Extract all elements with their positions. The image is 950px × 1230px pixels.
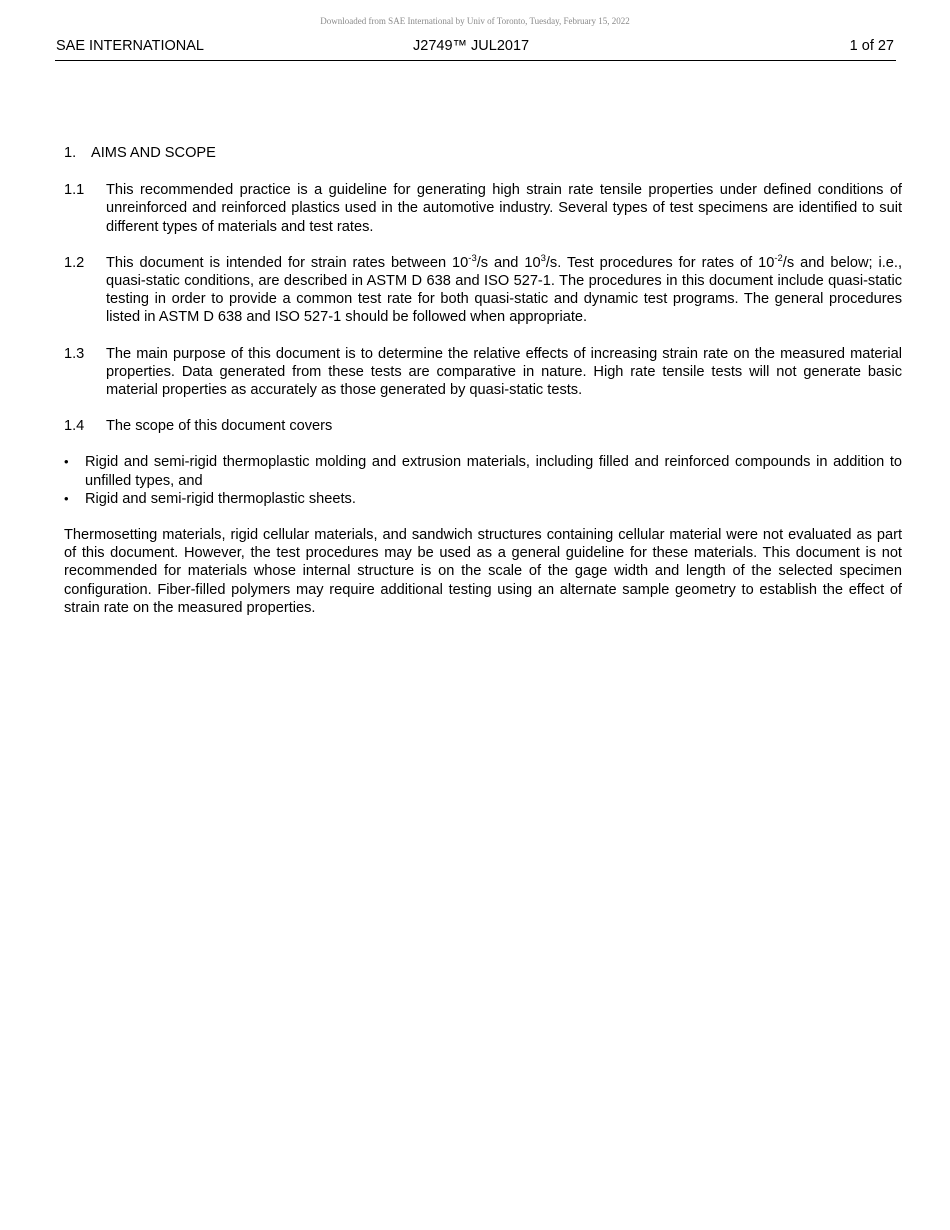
bullet-icon: • [64, 490, 69, 506]
section-heading [64, 144, 902, 162]
list-item-text: Rigid and semi-rigid thermoplastic molding and extrusion materials, including filled and reinforced compounds in addition to unfilled types, and [85, 454, 902, 489]
paragraph-number: 1.4 [64, 418, 85, 435]
paragraph-number: 1.1 [64, 182, 85, 199]
list-item [64, 490, 902, 508]
paragraph-1-3 [64, 345, 902, 400]
section-number: 1. [64, 145, 77, 161]
paragraph-number: 1.3 [64, 345, 85, 362]
list-item-text: Rigid and semi-rigid thermoplastic sheets. [85, 490, 356, 507]
closing-paragraph: Thermosetting materials, rigid cellular materials, and sandwich structures containing cellular material were not evaluated as part of this document. However, the test procedures may be used as a general guideline for these materials. This document is not recommended for materials whose internal structure is on the scale of the gage width and length of the selected specimen configuration. Fiber-filled polymers may require additional testing using an alternate sample geometry to establish the effect of strain rate on the measured properties. [64, 527, 902, 616]
paragraph-1-2 [64, 254, 902, 327]
exponent: -2 [774, 252, 783, 264]
paragraph-1-4 [64, 417, 902, 435]
paragraph-text [106, 254, 902, 327]
text-run: This document is intended for strain rates between 10 [106, 254, 469, 271]
list-item [64, 453, 902, 489]
text-run: /s. Test procedures for rates of 10 [545, 254, 775, 271]
paragraph-text: The main purpose of this document is to determine the relative effects of increasing strain rate on the measured material properties. Data generated from these tests are comparative in nature. High rate tensile tests will not generate basic material properties as accurately as those generated by quasi-static tests. [106, 345, 902, 399]
paragraph-text: This recommended practice is a guideline for generating high strain rate tensile properties under defined conditions of unreinforced and reinforced plastics used in the automotive industry. Several types of test specimens are identified to suit different types of materials and test rates. [106, 182, 902, 235]
paragraph-text: The scope of this document covers [106, 418, 333, 435]
header-document-id: J2749™ JUL2017 [413, 38, 530, 54]
text-run: /s and below; i.e., quasi-static conditions, are described in ASTM D 638 and ISO 527-1. The procedures in this document include quasi-static testing in order to provide a common test rate for both quasi-static and dynamic test programs. The general procedures listed in ASTM D 638 and ISO 527-1 should be followed when appropriate. [106, 254, 903, 326]
header-page-number: 1 of 27 [849, 38, 894, 54]
paragraph-number: 1.2 [64, 254, 85, 271]
section-title: AIMS AND SCOPE [91, 145, 216, 161]
download-watermark: Downloaded from SAE International by Univ of Toronto, Tuesday, February 15, 2022 [320, 16, 630, 26]
exponent: -3 [468, 252, 477, 264]
scope-bullet-list [64, 453, 902, 508]
paragraph-1-1 [64, 181, 902, 236]
page-header [55, 38, 896, 61]
bullet-icon: • [64, 454, 69, 470]
header-organization: SAE INTERNATIONAL [56, 38, 204, 54]
exponent: 3 [540, 252, 546, 264]
document-body [64, 144, 902, 617]
text-run: /s and 10 [476, 254, 541, 271]
